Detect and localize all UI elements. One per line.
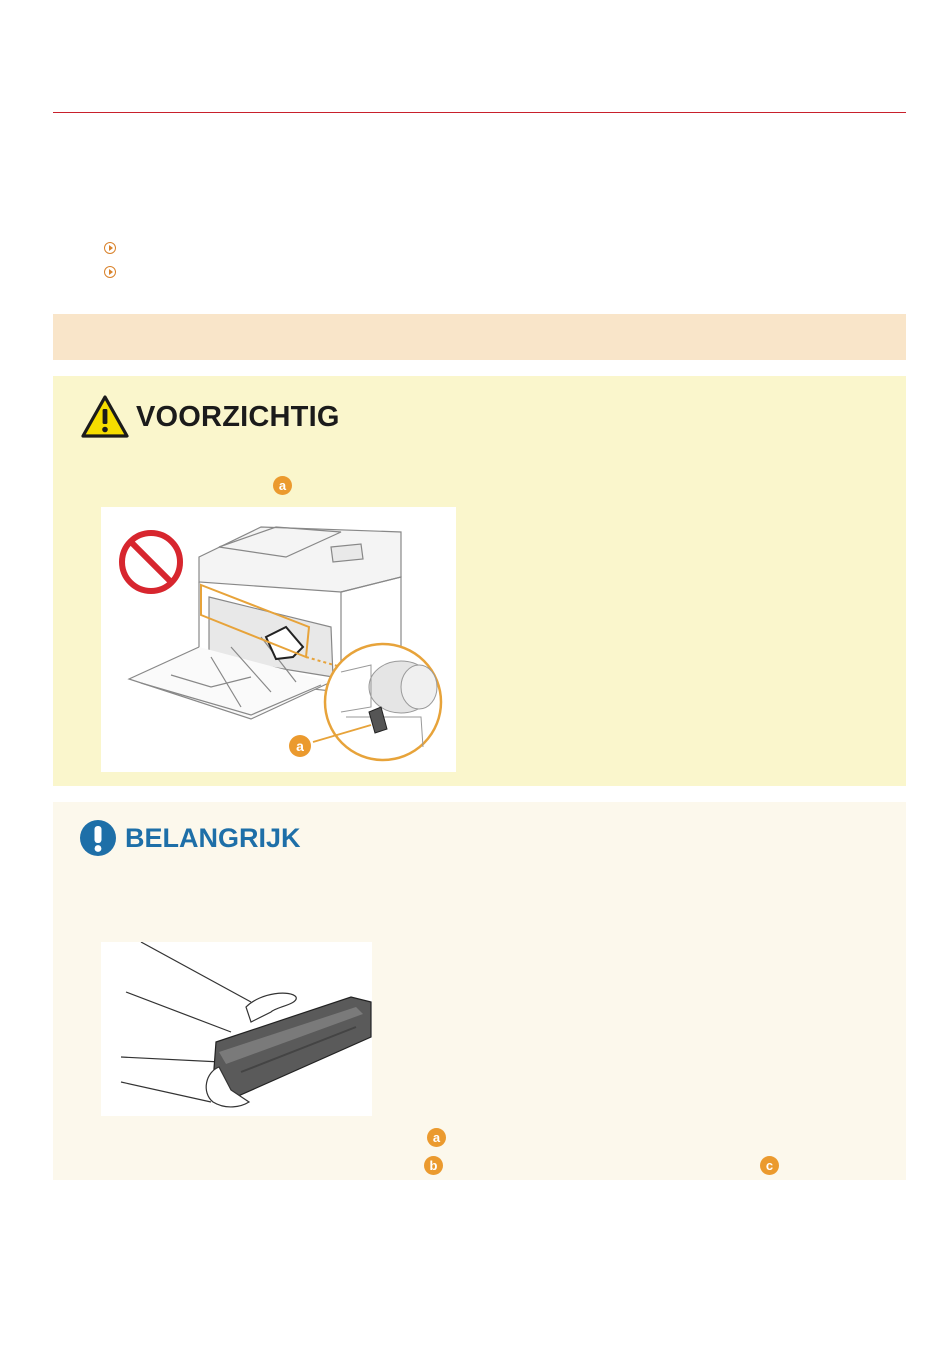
section-heading bbox=[53, 314, 906, 340]
related-links bbox=[104, 236, 124, 284]
important-box bbox=[53, 802, 906, 1180]
caution-header bbox=[80, 394, 340, 440]
part-a-line bbox=[427, 1128, 452, 1147]
related-link-2[interactable] bbox=[104, 260, 124, 284]
marker-b-badge: b bbox=[424, 1156, 443, 1175]
toner-cartridge bbox=[213, 997, 371, 1097]
related-link-1[interactable] bbox=[104, 236, 124, 260]
caution-text-line bbox=[273, 476, 298, 495]
figure-marker-a bbox=[289, 735, 311, 757]
part-c-line bbox=[760, 1156, 785, 1175]
printer-open-cover-illustration bbox=[101, 507, 456, 772]
prohibition-icon bbox=[122, 533, 180, 591]
part-b-line bbox=[424, 1156, 449, 1175]
caution-box bbox=[53, 376, 906, 786]
marker-a-badge: a bbox=[427, 1128, 446, 1147]
important-header bbox=[79, 819, 301, 857]
exclamation-circle-icon bbox=[79, 819, 117, 857]
circle-arrow-right-icon[interactable] bbox=[104, 266, 116, 278]
marker-c-badge: c bbox=[760, 1156, 779, 1175]
svg-text:a: a bbox=[296, 738, 304, 754]
warning-triangle-icon bbox=[80, 394, 130, 440]
top-rule bbox=[53, 112, 906, 113]
hands-holding-cartridge-illustration bbox=[101, 942, 372, 1116]
important-title: BELANGRIJK bbox=[125, 822, 301, 853]
section-heading-bar bbox=[53, 314, 906, 360]
marker-a-badge: a bbox=[273, 476, 292, 495]
zoom-detail bbox=[325, 644, 441, 760]
circle-arrow-right-icon[interactable] bbox=[104, 242, 116, 254]
caution-title: VOORZICHTIG bbox=[136, 400, 340, 433]
